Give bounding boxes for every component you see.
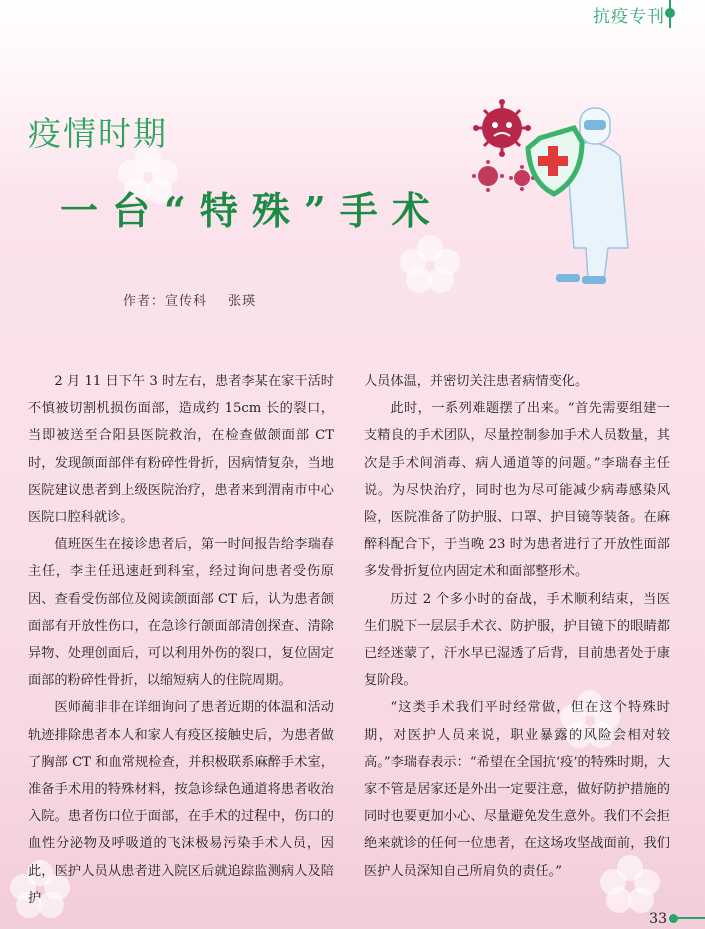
paragraph: 此时，一系列难题摆了出来。“首先需要组建一支精良的手术团队，尽量控制参加手术人员数量，其次是手术间消毒、病人通道等的问题。”李瑞春主任说。为尽快治疗，同时也为尽可能减少病毒感染风险，医院准备了防护服、口罩、护目镜等装备。在麻醉科配合下，于当晚 23 时为患者进行了开放性面部多发骨折复位内固定术和面部整形术。 [364, 401, 670, 580]
section-tag: 抗疫专刊 [593, 7, 665, 27]
blossom-decoration [400, 235, 460, 295]
article-kicker: 疫情时期 [28, 114, 168, 153]
body-column-right [364, 368, 670, 885]
paragraph: “这类手术我们平时经常做，但在这个特殊时期，对医护人员来说，职业暴露的风险会相对较高。”李瑞春表示：“希望在全国抗‘疫’的特殊时期，大家不管是居家还是外出一定要注意，做好防护措施的同时也要更加小心、尽量避免发生意外。我们不会拒绝来就诊的任何一位患者，在这场攻坚战面前，我们医护人员深知自己所肩负的责任。” [364, 700, 670, 879]
virus-icon [472, 160, 504, 192]
section-dot [665, 8, 675, 18]
paragraph-continuation: 人员体温，并密切关注患者病情变化。 [364, 374, 589, 389]
paragraph: 医师蔺非非在详细询问了患者近期的体温和活动轨迹排除患者本人和家人有疫区接触史后，为患者做了胸部 CT 和血常规检查，并积极联系麻醉手术室，准备手术用的特殊材料，按急诊绿色通道将患者收治入院。患者伤口位于面部，在手术的过程中，伤口的血性分泌物及呼吸道的飞沫极易污染手术人员，因此，医护人员从患者进入院区后就追踪监测病人及陪护 [28, 700, 334, 906]
byline-author-name: 张瑛 [228, 294, 257, 309]
virus-icon [473, 99, 531, 157]
paragraph: 值班医生在接诊患者后，第一时间报告给李瑞春主任，李主任迅速赶到科室，经过询问患者受伤原因、查看受伤部位及阅读颌面部 CT 后，认为患者颌面部有开放性伤口，在急诊行颌面部清创探查、清除异物、处理创面后，可以利用外伤的裂口，复位固定面部的粉碎性骨折，以缩短病人的住院周期。 [28, 537, 334, 689]
page-rule [671, 917, 705, 919]
article-title: 一台“特殊”手术 [60, 188, 444, 233]
page-number: 33 [649, 911, 667, 927]
byline-author-label: 作者：宣传科 [123, 294, 208, 309]
body-column-left [28, 368, 334, 912]
paragraph: 历过 2 个多小时的奋战，手术顺利结束，当医生们脱下一层层手术衣、防护服，护目镜下的眼睛都已经迷蒙了，汗水早已湿透了后背，目前患者处于康复阶段。 [364, 591, 670, 689]
anti-epidemic-illustration [470, 98, 640, 288]
byline [123, 290, 272, 309]
paragraph: 2 月 11 日下午 3 时左右，患者李某在家干活时不慎被切割机损伤面部，造成约 15cm 长的裂口，当即被送至合阳县医院救治，在检查做颌面部 CT 时，发现颌面部伴有粉碎性骨折，因病情复杂，当地医院建议患者到上级医院治疗，患者来到渭南市中心医院口腔科就诊。 [28, 374, 334, 526]
